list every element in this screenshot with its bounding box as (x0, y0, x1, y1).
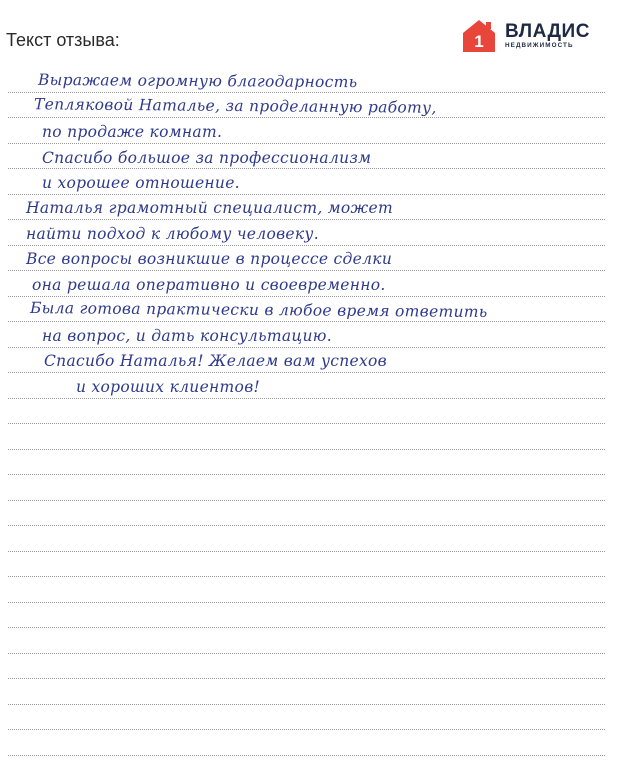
ruled-line (8, 551, 605, 552)
ruled-line (8, 678, 605, 679)
ruled-line (8, 500, 605, 501)
review-line: она решала оперативно и своевременно. (32, 276, 386, 294)
logo-mark-text: 1 (474, 32, 484, 51)
ruled-line (8, 729, 605, 730)
ruled-line (8, 117, 605, 118)
ruled-line (8, 194, 605, 195)
ruled-line (8, 704, 605, 705)
ruled-line (8, 525, 605, 526)
review-line: по продаже комнат. (42, 123, 223, 141)
ruled-line (8, 474, 605, 475)
review-line: Спасибо большое за профессионализм (42, 149, 372, 167)
review-line: и хорошее отношение. (42, 174, 240, 192)
ruled-line (8, 168, 605, 169)
logo-name: ВЛАДИС (505, 21, 590, 42)
ruled-line (8, 219, 605, 220)
ruled-line (8, 270, 605, 271)
ruled-line (8, 347, 605, 348)
logo-subtitle: НЕДВИЖИМОСТЬ (505, 42, 574, 49)
ruled-line (8, 245, 605, 246)
ruled-line (8, 372, 605, 373)
ruled-line (8, 92, 605, 93)
review-line: найти подход к любому человеку. (26, 225, 319, 243)
ruled-line (8, 398, 605, 399)
ruled-line (8, 602, 605, 603)
ruled-line (8, 449, 605, 450)
review-line: Тепляковой Наталье, за проделанную работу, (33, 95, 437, 117)
review-line: Наталья грамотный специалист, может (26, 199, 393, 217)
ruled-line (8, 321, 605, 322)
ruled-line (8, 143, 605, 144)
ruled-line (8, 653, 605, 654)
ruled-line (8, 755, 605, 756)
review-line: и хороших клиентов! (76, 378, 261, 396)
review-line: на вопрос, и дать консультацию. (42, 327, 332, 345)
company-logo (461, 19, 590, 53)
ruled-line (8, 296, 605, 297)
ruled-line (8, 627, 605, 628)
page-title: Текст отзыва: (6, 30, 120, 50)
ruled-line (8, 423, 605, 424)
review-line: Все вопросы возникшие в процессе сделки (26, 250, 393, 268)
house-logo-icon (461, 19, 497, 53)
review-line: Выражаем огромную благодарность (37, 70, 358, 92)
ruled-line (8, 576, 605, 577)
review-line: Спасибо Наталья! Желаем вам успехов (44, 352, 388, 370)
review-sheet (8, 66, 607, 762)
review-line: Была готова практически в любое время ответить (29, 299, 488, 321)
